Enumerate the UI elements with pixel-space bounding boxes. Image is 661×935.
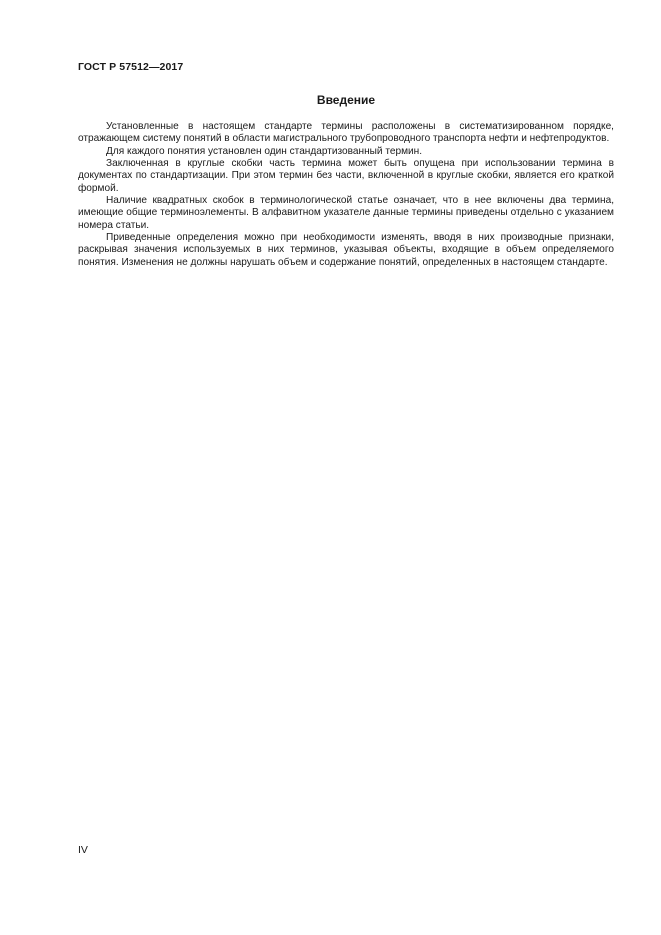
paragraph-definitions: Приведенные определения можно при необходимости изменять, вводя в них производные признаки, раскрывая значения используемых в них терминов, указывая объекты, входящие в объем определяемого понятия. Изменения не должны нарушать объем и содержание понятий, определенных в настоящем стандарте. [78,232,614,268]
paragraph-round-brackets: Заключенная в круглые скобки часть термина может быть опущена при использовании термина в документах по стандартизации. При этом термин без части, включенной в круглые скобки, является его краткой формой. [78,158,614,194]
paragraph-standard-term: Для каждого понятия установлен один стандартизованный термин. [106,145,423,157]
paragraph-terms-order: Установленные в настоящем стандарте термины расположены в систематизированном порядке, отражающем систему понятий в области магистрального трубопроводного транспорта нефти и нефтепродуктов. [78,121,614,145]
section-body [78,121,614,269]
paragraph-square-brackets: Наличие квадратных скобок в терминологической статье означает, что в нее включены два термина, имеющие общие терминоэлементы. В алфавитном указателе данные термины приведены отдельно с указанием номера статьи. [78,195,614,231]
section-title: Введение [316,93,376,107]
document-code-header: ГОСТ Р 57512—2017 [78,61,184,73]
page-number: IV [78,844,88,856]
